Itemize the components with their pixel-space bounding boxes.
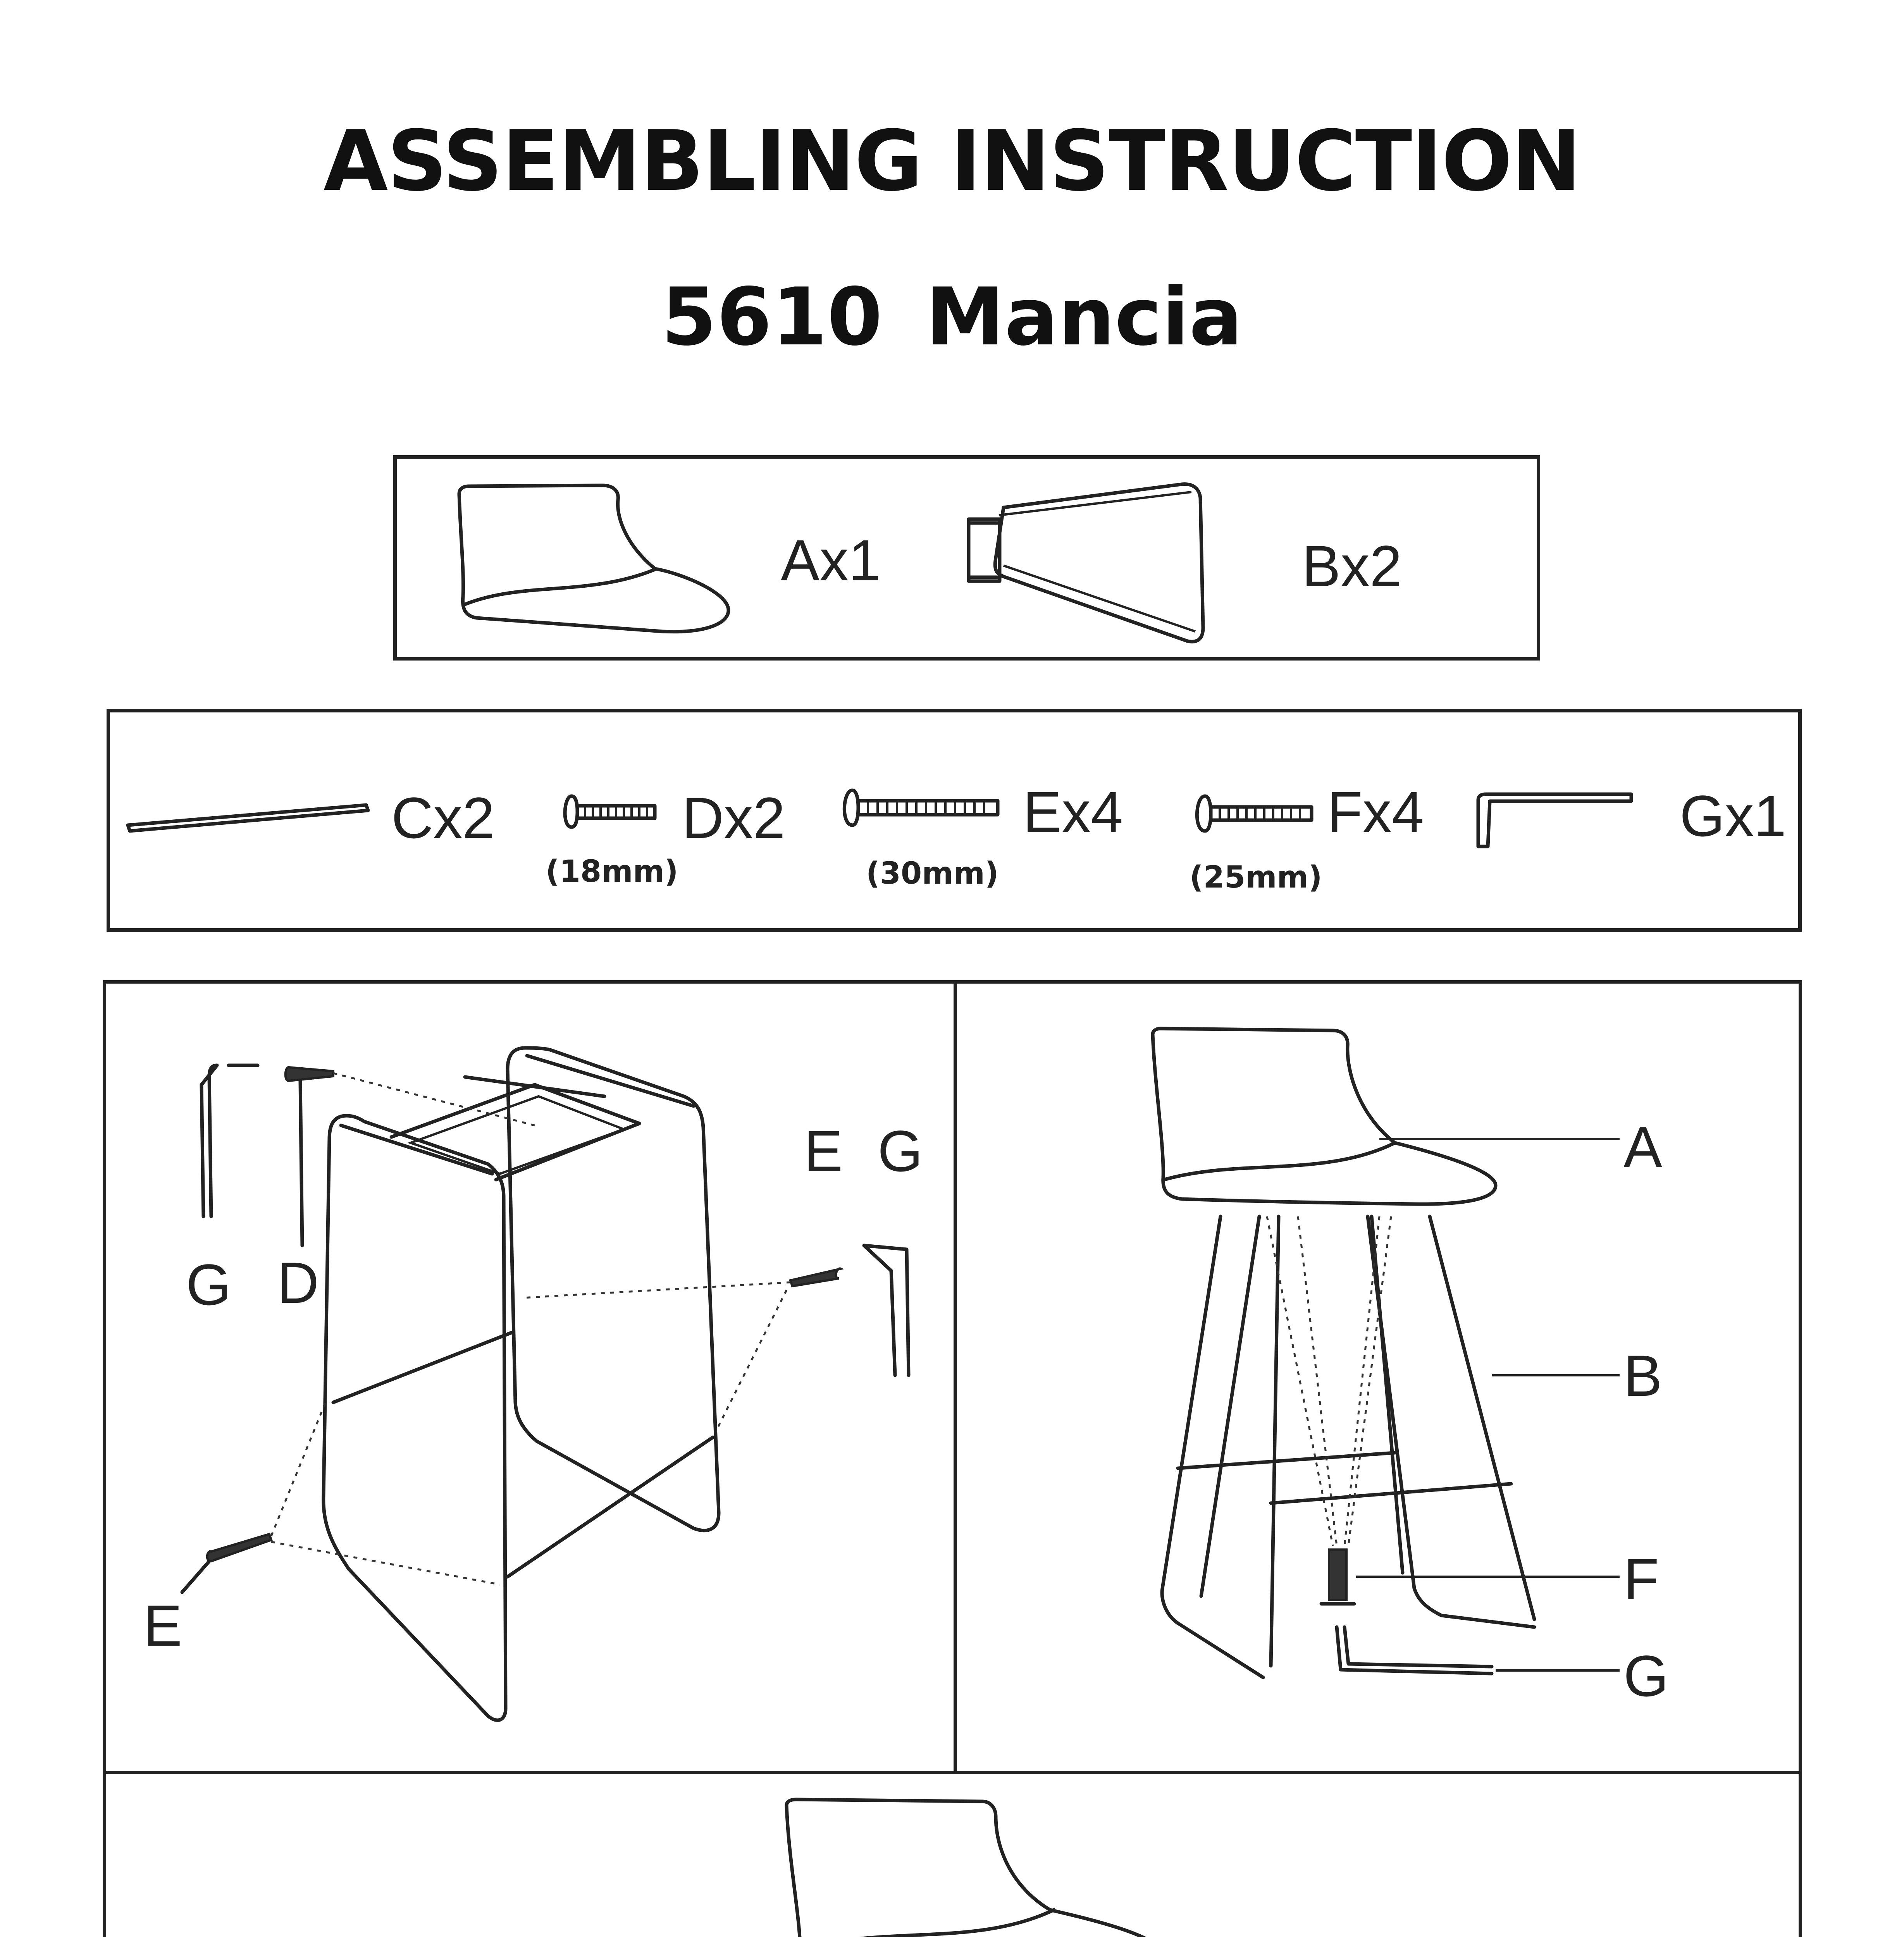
bolt-d-icon bbox=[565, 796, 655, 827]
bolt-f-size-label: (25mm) bbox=[1190, 860, 1322, 895]
rod-icon bbox=[128, 805, 368, 831]
frame-quantity-label: Bx2 bbox=[1302, 533, 1402, 599]
allen-key-icon bbox=[1478, 794, 1631, 846]
rod-quantity-label: Cx2 bbox=[391, 785, 495, 850]
step1-callout-e-top: E bbox=[804, 1118, 843, 1184]
bolt-d-size-label: (18mm) bbox=[546, 854, 678, 889]
page-title: ASSEMBLING INSTRUCTION bbox=[323, 112, 1581, 210]
bolt-f-icon bbox=[1197, 796, 1312, 831]
bolt-e-quantity-label: Ex4 bbox=[1023, 779, 1123, 845]
step1-callout-d: D bbox=[277, 1250, 319, 1315]
allen-key-quantity-label: Gx1 bbox=[1680, 783, 1787, 848]
step1-callout-g: G bbox=[186, 1252, 231, 1317]
bolt-d-quantity-label: Dx2 bbox=[682, 785, 785, 850]
step2-assembly-illustration bbox=[1153, 1029, 1620, 1677]
step2-callout-f: F bbox=[1623, 1547, 1659, 1612]
finished-stool-illustration bbox=[787, 1799, 1217, 1937]
bolt-f-quantity-label: Fx4 bbox=[1327, 779, 1424, 845]
bolt-e-size-label: (30mm) bbox=[866, 856, 999, 891]
step2-callout-b: B bbox=[1623, 1343, 1663, 1408]
bolt-e-icon bbox=[844, 790, 998, 825]
step1-callout-e-bottom: E bbox=[143, 1593, 182, 1658]
seat-quantity-label: Ax1 bbox=[781, 528, 881, 593]
seat-part-illustration bbox=[459, 485, 728, 632]
model-title: 5610 Mancia bbox=[661, 271, 1243, 363]
step2-callout-g: G bbox=[1623, 1643, 1669, 1708]
step1-frame-illustration bbox=[182, 1048, 909, 1720]
frame-part-illustration bbox=[969, 484, 1203, 642]
step1-callout-g-top: G bbox=[878, 1118, 923, 1184]
step2-callout-a: A bbox=[1623, 1115, 1663, 1180]
